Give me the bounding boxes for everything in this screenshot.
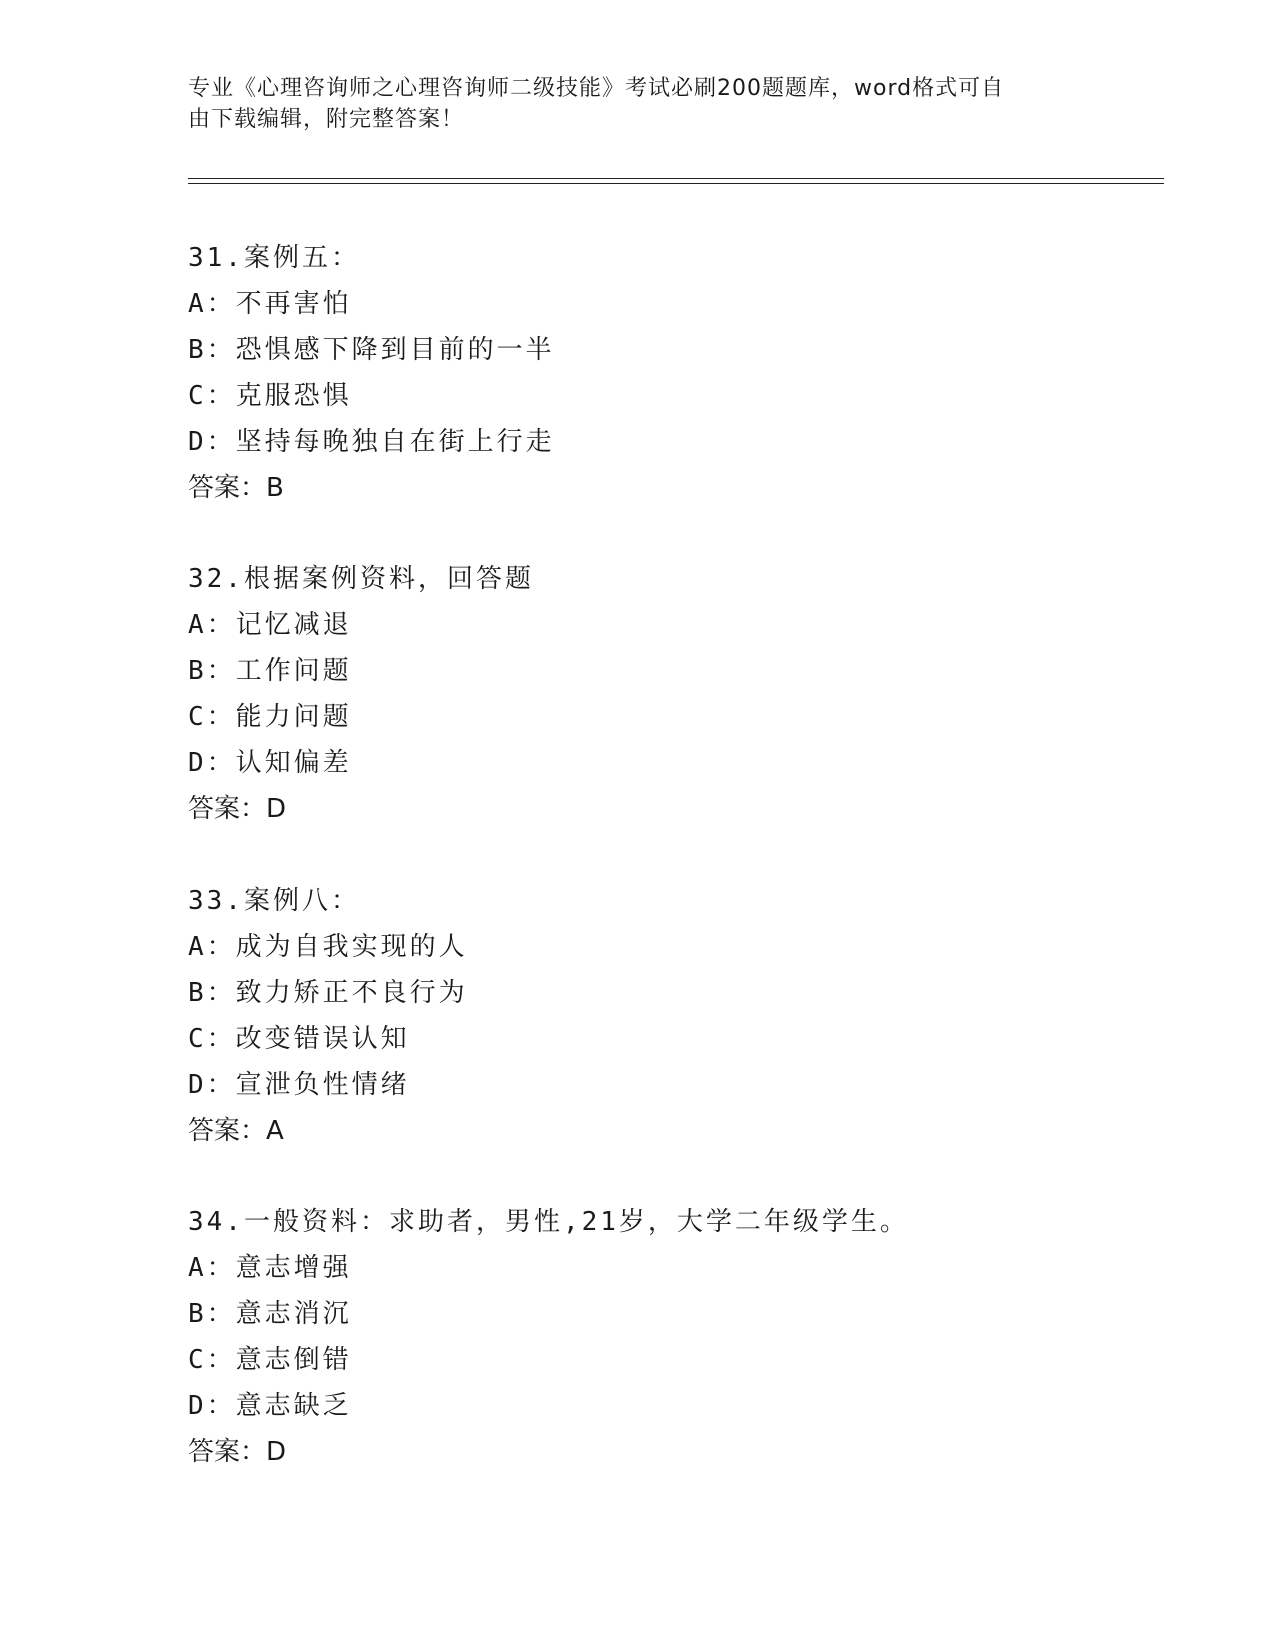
answer: 答案：D [188, 794, 287, 824]
option-c: C：能力问题 [188, 702, 352, 732]
option-a: A：意志增强 [188, 1253, 352, 1283]
option-c: C：意志倒错 [188, 1345, 352, 1375]
option-a: A：记忆减退 [188, 610, 352, 640]
question-stem: 34.一般资料：求助者，男性,21岁，大学二年级学生。 [188, 1207, 909, 1237]
header-divider-top [188, 178, 1164, 179]
option-b: B：恐惧感下降到目前的一半 [188, 335, 555, 365]
answer: 答案：D [188, 1437, 287, 1467]
document-header [188, 73, 1068, 135]
option-d: D：意志缺乏 [188, 1391, 352, 1421]
option-c: C：克服恐惧 [188, 381, 352, 411]
option-b: B：工作问题 [188, 656, 352, 686]
question-stem: 31.案例五： [188, 243, 360, 273]
question-stem: 32.根据案例资料，回答题 [188, 564, 534, 594]
option-a: A：成为自我实现的人 [188, 932, 468, 962]
option-d: D：宣泄负性情绪 [188, 1070, 410, 1100]
question-32 [188, 556, 1148, 832]
option-d: D：认知偏差 [188, 748, 352, 778]
option-d: D：坚持每晚独自在街上行走 [188, 427, 555, 457]
question-stem: 33.案例八： [188, 886, 360, 916]
question-34 [188, 1199, 1148, 1475]
option-b: B：致力矫正不良行为 [188, 978, 468, 1008]
header-line-1: 专业《心理咨询师之心理咨询师二级技能》考试必刷200题题库，word格式可自 [188, 76, 1005, 101]
header-divider-bottom [188, 183, 1164, 184]
option-c: C：改变错误认知 [188, 1024, 410, 1054]
header-line-2: 由下载编辑，附完整答案！ [188, 107, 465, 132]
option-a: A：不再害怕 [188, 289, 352, 319]
question-31 [188, 235, 1148, 511]
option-b: B：意志消沉 [188, 1299, 352, 1329]
question-33 [188, 878, 1148, 1154]
answer: 答案：B [188, 473, 284, 503]
answer: 答案：A [188, 1116, 284, 1146]
